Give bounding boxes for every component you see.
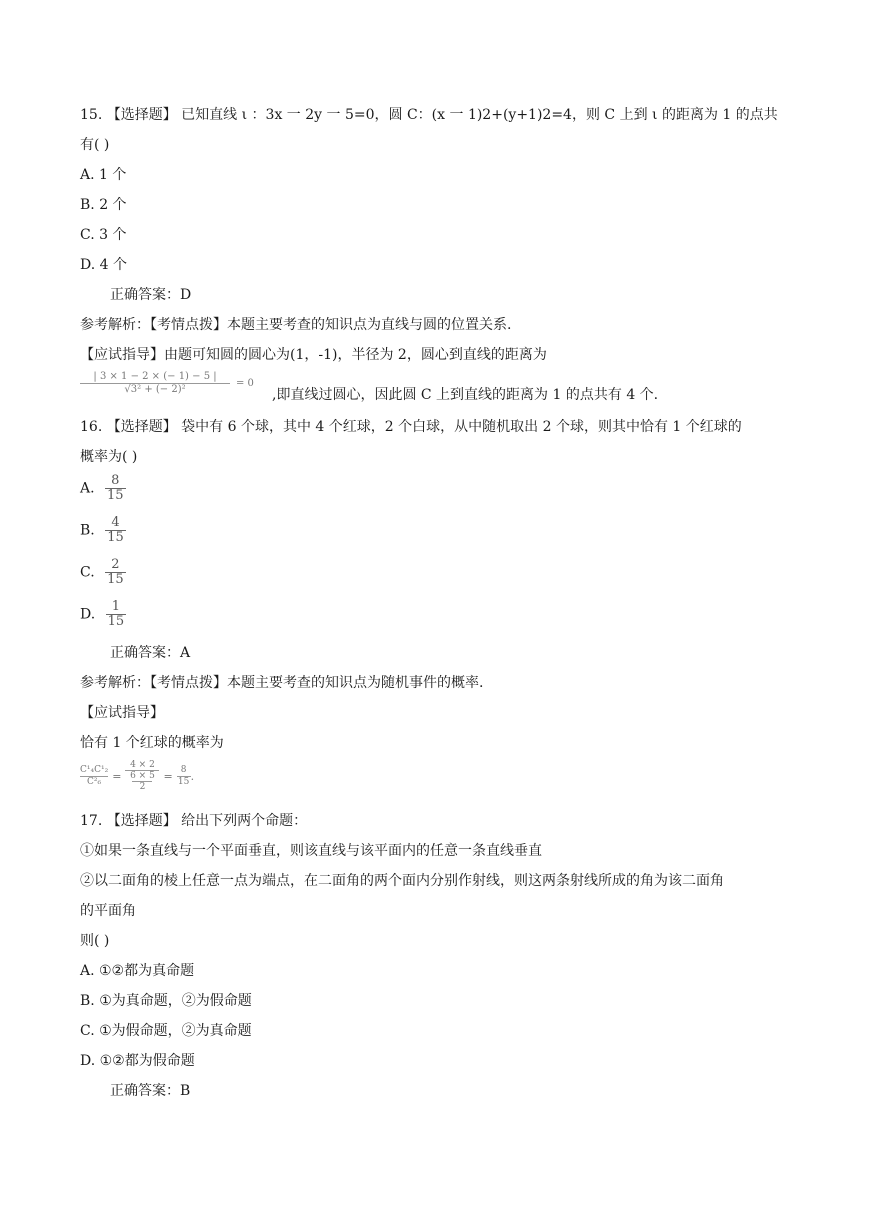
- q15-option-c: C. 3 个: [80, 227, 127, 243]
- q16-option-d-label: D.: [80, 606, 96, 623]
- q15-formula-numerator: | 3 × 1 − 2 × (− 1) − 5 |: [93, 371, 217, 382]
- q16-option-c-fraction: [105, 558, 126, 587]
- formula-a-denominator: C²₆: [87, 776, 102, 787]
- q16-answer: 正确答案：A: [110, 645, 191, 661]
- fraction-denominator: 15: [107, 572, 124, 587]
- q16-option-d-fraction: [106, 600, 127, 629]
- q16-stem-line2: 概率为( ): [80, 449, 138, 465]
- q17-stem: 17. 【选择题】 给出下列两个命题：: [80, 813, 308, 829]
- q15-stem-line2: 有( ): [80, 137, 110, 153]
- q16-option-d: [80, 600, 126, 629]
- formula-b-denominator: 6 × 5: [130, 771, 155, 781]
- q15-option-a: A. 1 个: [80, 167, 127, 183]
- q16-probability-line: 恰有 1 个红球的概率为: [80, 735, 224, 751]
- formula-c-denominator: 15: [177, 776, 190, 787]
- fraction-numerator: 8: [111, 473, 120, 488]
- q17-proposition-1: ①如果一条直线与一个平面垂直，则该直线与该平面内的任意一条直线垂直: [80, 843, 542, 859]
- q16-probability-formula: [80, 760, 194, 792]
- q15-stem-line1: 15. 【选择题】 已知直线 ι ：3x 一 2y 一 5=0，圆 C：(x 一 1)2+(y+1)2=4，则 C 上到 ι 的距离为 1 的点共: [80, 107, 778, 123]
- q16-stem-line1: 16. 【选择题】 袋中有 6 个球，其中 4 个红球，2 个白球，从中随机取出 2 个球，则其中恰有 1 个红球的: [80, 419, 742, 435]
- q16-option-b-label: B.: [80, 522, 95, 539]
- q15-option-d: D. 4 个: [80, 257, 127, 273]
- q15-conclusion: ,即直线过圆心，因此圆 C 上到直线的距离为 1 的点共有 4 个.: [272, 387, 659, 403]
- q15-formula-denominator: √3² + (− 2)²: [124, 384, 186, 395]
- q17-proposition-2-line1: ②以二面角的棱上任意一点为端点，在二面角的两个面内分别作射线，则这两条射线所成的角为该二面角: [80, 873, 724, 889]
- q16-option-b: [80, 516, 126, 545]
- q16-option-c-label: C.: [80, 564, 95, 581]
- formula-a-numerator: C¹₄C¹₂: [80, 764, 109, 775]
- q16-option-b-fraction: [105, 516, 126, 545]
- q16-guide: 【应试指导】: [80, 705, 164, 721]
- fraction-numerator: 4: [111, 515, 120, 530]
- q17-answer: 正确答案：B: [110, 1083, 191, 1099]
- formula-c-numerator: 8: [180, 764, 187, 775]
- q16-option-a: [80, 474, 126, 503]
- q15-answer: 正确答案：D: [110, 287, 192, 303]
- q17-option-c: C. ①为假命题，②为真命题: [80, 1023, 252, 1039]
- q16-option-a-label: A.: [80, 480, 95, 497]
- q17-proposition-2-line2: 的平面角: [80, 903, 136, 919]
- equals-sign: =: [112, 769, 122, 783]
- q16-option-a-fraction: [105, 474, 126, 503]
- q17-option-d: D. ①②都为假命题: [80, 1053, 195, 1069]
- fraction-numerator: 1: [111, 599, 121, 614]
- q17-option-b: B. ①为真命题，②为假命题: [80, 993, 252, 1009]
- fraction-numerator: 2: [111, 557, 120, 572]
- fraction-denominator: 15: [107, 530, 124, 545]
- q15-analysis: 参考解析：【考情点拨】本题主要考查的知识点为直线与圆的位置关系.: [80, 317, 512, 333]
- q15-distance-formula: [80, 371, 270, 396]
- fraction-denominator: 15: [107, 614, 125, 629]
- q15-option-b: B. 2 个: [80, 197, 127, 213]
- equals-sign: =: [163, 769, 173, 783]
- period: .: [190, 769, 195, 783]
- q16-analysis: 参考解析：【考情点拨】本题主要考查的知识点为随机事件的概率.: [80, 675, 484, 691]
- q16-option-c: [80, 558, 126, 587]
- q15-guide: 【应试指导】由题可知圆的圆心为(1，-1)，半径为 2，圆心到直线的距离为: [80, 347, 547, 363]
- q17-option-a: A. ①②都为真命题: [80, 963, 195, 979]
- formula-b-subdenominator: 2: [139, 782, 146, 792]
- q17-then: 则( ): [80, 933, 110, 949]
- q15-formula-equals: = 0: [236, 378, 254, 389]
- fraction-denominator: 15: [107, 488, 124, 503]
- formula-b-numerator: 4 × 2: [130, 760, 155, 770]
